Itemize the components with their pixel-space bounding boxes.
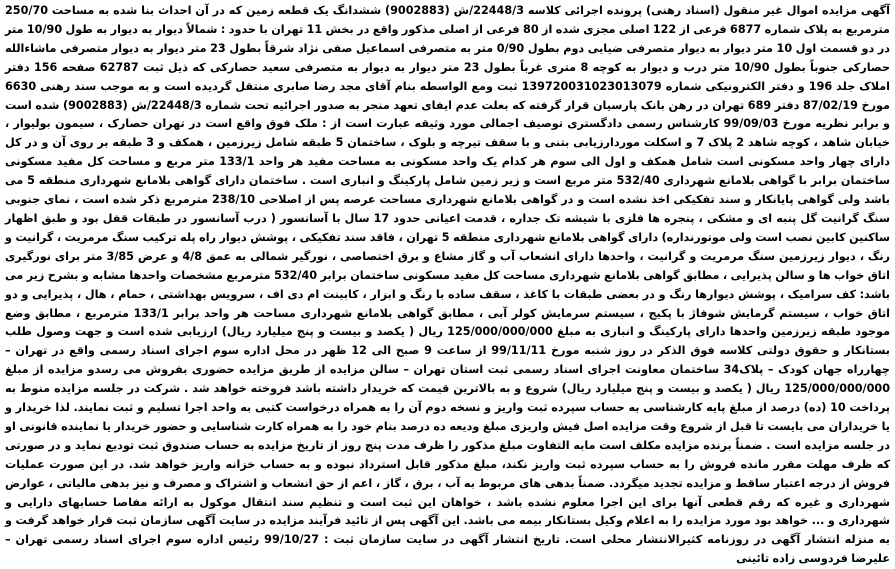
auction-notice-body: آگهی مزایده اموال غیر منقول (اسناد رهنی) پرونده اجرائی کلاسه 22448/3/ش (9002883) ششدانگ یک قطعه زمین که در آن احداث بنا شده به مساحت 250/70 مترمربع به پلاک شماره 6877 فرعی از 122 اصلی مجزی شده از 80 فرعی از اصلی مذکور واقع در بخش 11 تهران با حدود : شمالاً دیوار به دیوار به طول 10/90 متر در دو قسمت اول 10 متر دیوار به دیوار متصرفی ضیایی دوم بطول 0/90 متر به متصرفی اسماعیل صفی نژاد شرقاً بطول 23 متر دیوار به دیوار متصرفی ماشاءالله حصارکی جنوباً بطول 10/90 متر درب و دیوار به کوچه 8 متری غرباً بطول 23 متر دیوار به دیوار به متصرفی سعید حصارکی که ذیل ثبت 62787 صفحه 156 دفتر املاک جلد 196 و دفتر الکترونیکی شماره 139720031023013079 ثبت ومع الواسطه بنام آقای مجد رضا صابری منتقل گردیده است و به موجب سند رهنی 6630 مورخ 87/02/19 دفتر 689 تهران در رهن بانک پارسیان قرار گرفته که بعلت عدم ایفای تعهد منجر به صدور اجرائیه تحت شماره 22448/3/ش (9002883) شده است و برابر نظریه مورخ 99/09/03 کارشناس رسمی دادگستری توصیف اجمالی مورد وثیقه عبارت است از : ملک فوق واقع است در تهران حصارک ، سیمون بولیوار ، خیابان شاهد ، کوچه شاهد 2 پلاک 7 و اسکلت موردارزیابی بتنی و با سقف تیرچه و بلوک ، ساختمان 5 طبقه شامل زیرزمین ، همکف و 3 طبقه بر روی آن و در کل دارای چهار واحد مسکونی است شامل همکف و اول الی سوم هر کدام یک واحد مسکونی به مساحت مفید هر واحد 133/1 متر مربع و مساحت کل مفید مسکونی ساختمان برابر با گواهی بلامانع شهرداری 532/40 متر مربع است و زیر زمین شامل پارکینگ و انباری است . ساختمان دارای گواهی بلامانع شهرداری منطقه 5 می باشد ولی گواهی پایانکار و سند تفکیکی اخذ نشده است و در گواهی بلامانع شهرداری مساحت عرصه پس از اصلاحی 238/10 مترمربع ذکر شده است ، نمای جنوبی سنگ گرانیت گل پنبه ای و مشکی ، پنجره ها فلزی با شیشه تک جداره ، قدمت اعیانی حدود 17 سال با آسانسور ( درب آسانسور در طبقات قفل بود و طبق اظهار ساکنین کابین نصب است ولی موتورنداره) دارای گواهی بلامانع شهرداری منطقه 5 تهران ، فاقد سند تفکیکی ، پوشش دیوار راه پله ترکیب سنگ مرمریت ، گرانیت و رنگ ، دیوار زیرزمین سنگ مرمریت و گرانیت ، واحدها دارای انشعاب آب و گاز مشاع و برق اختصاصی ، نورگیر شمالی به عمق 4/8 و عرض 3/85 متر برای نورگیری اتاق خواب ها و سالن پذیرایی ، مطابق گواهی بلامانع شهرداری مساحت کل مفید مسکونی ساختمان برابر 532/40 مترمربع مشخصات واحدها مشابه و بشرح زیر می باشد: کف سرامیک ، پوشش دیوارها رنگ و در بعضی طبقات با کاغذ ، سقف ساده با رنگ و ابزار ، کابینت ام دی اف ، سرویس بهداشتی ، حمام ، هال ، پذیرایی و دو اتاق خواب ، سیستم گرمایش شوفاژ با پکیج ، سیستم سرمایش کولر آبی ، مطابق گواهی بلامانع شهرداری مساحت هر واحد برابر 133/1 مترمربع ، مطابق وضع موجود طبقه زیرزمین واحدها دارای پارکینگ و انباری به مبلغ 125/000/000/000 ریال ( یکصد و بیست و پنج میلیارد ریال) ارزیابی شده است و جهت وصول طلب بستانکار و حقوق دولتی کلاسه فوق الذکر در روز شنبه مورخ 99/11/11 از ساعت 9 صبح الی 12 ظهر در محل اداره سوم اجرای اسناد رسمی واقع در تهران – چهارراه جهان کودک – پلاک34 ساختمان معاونت اجرای اسناد رسمی ثبت استان تهران – سالن مزایده از طریق مزایده حضوری بفروش می رسدو مزایده از مبلغ 125/000/000/000 ریال ( یکصد و بیست و پنج میلیارد ریال) شروع و به بالاترین قیمت که خریدار داشته باشد فروخته خواهد شد . شرکت در جلسه مزایده منوط به پرداخت 10 (ده) درصد از مبلغ پایه کارشناسی به حساب سپرده ثبت واریز و نسخه دوم آن را به همراه درخواست کتبی به واحد اجرا تسلیم و ثبت نمایند. لذا خریدار و یا خریداران می بایست تا قبل از شروع وقت مزایده اصل فیش واریزی مبلغ ودیعه ده درصد بنام خود را به همراه کارت شناسایی و حضور خریدار یا نماینده قانونی او در جلسه مزایده است . ضمناً برنده مزایده مکلف است مابه التفاوت مبلغ مذکور را ظرف مدت پنج روز از تاریخ مزایده به حساب صندوق ثبت تودیع نماید و در صورتی که ظرف مهلت مقرر مانده فروش را به حساب سپرده ثبت واریز نکند، مبلغ مذکور قابل استرداد نبوده و به حساب خزانه واریز خواهد شد. در این صورت عملیات فروش از درجه اعتبار ساقط و مزایده تجدید میگردد. ضمناً بدهی های مربوط به آب ، برق ، گاز ، اعم از حق انشعاب و اشتراک و مصرف و نیز بدهی مالیاتی ، عوارض شهرداری و غیره که رقم قطعی آنها برای این اجرا معلوم نشده باشد ، خواهان این ثبت است و تنظیم سند انتقال موکول به ارائه مفاصا حسابهای دارایی و شهرداری و ... خواهد بود مورد مزایده را به اعلام وکیل بستانکار بیمه می باشد. این آگهی پس از تائید فرآیند مزایده در سایت آگهی سازمان ثبت قرار خواهد گرفت و به منزله انتشار آگهی در روزنامه کثیرالانتشار محلی است. تاریخ انتشار آگهی در سایت سازمان ثبت : 99/10/27 رئیس اداره سوم اجرای اسناد رسمی تهران – علیرضا فردوسی زاده تائینی	[5, 4, 891, 566]
